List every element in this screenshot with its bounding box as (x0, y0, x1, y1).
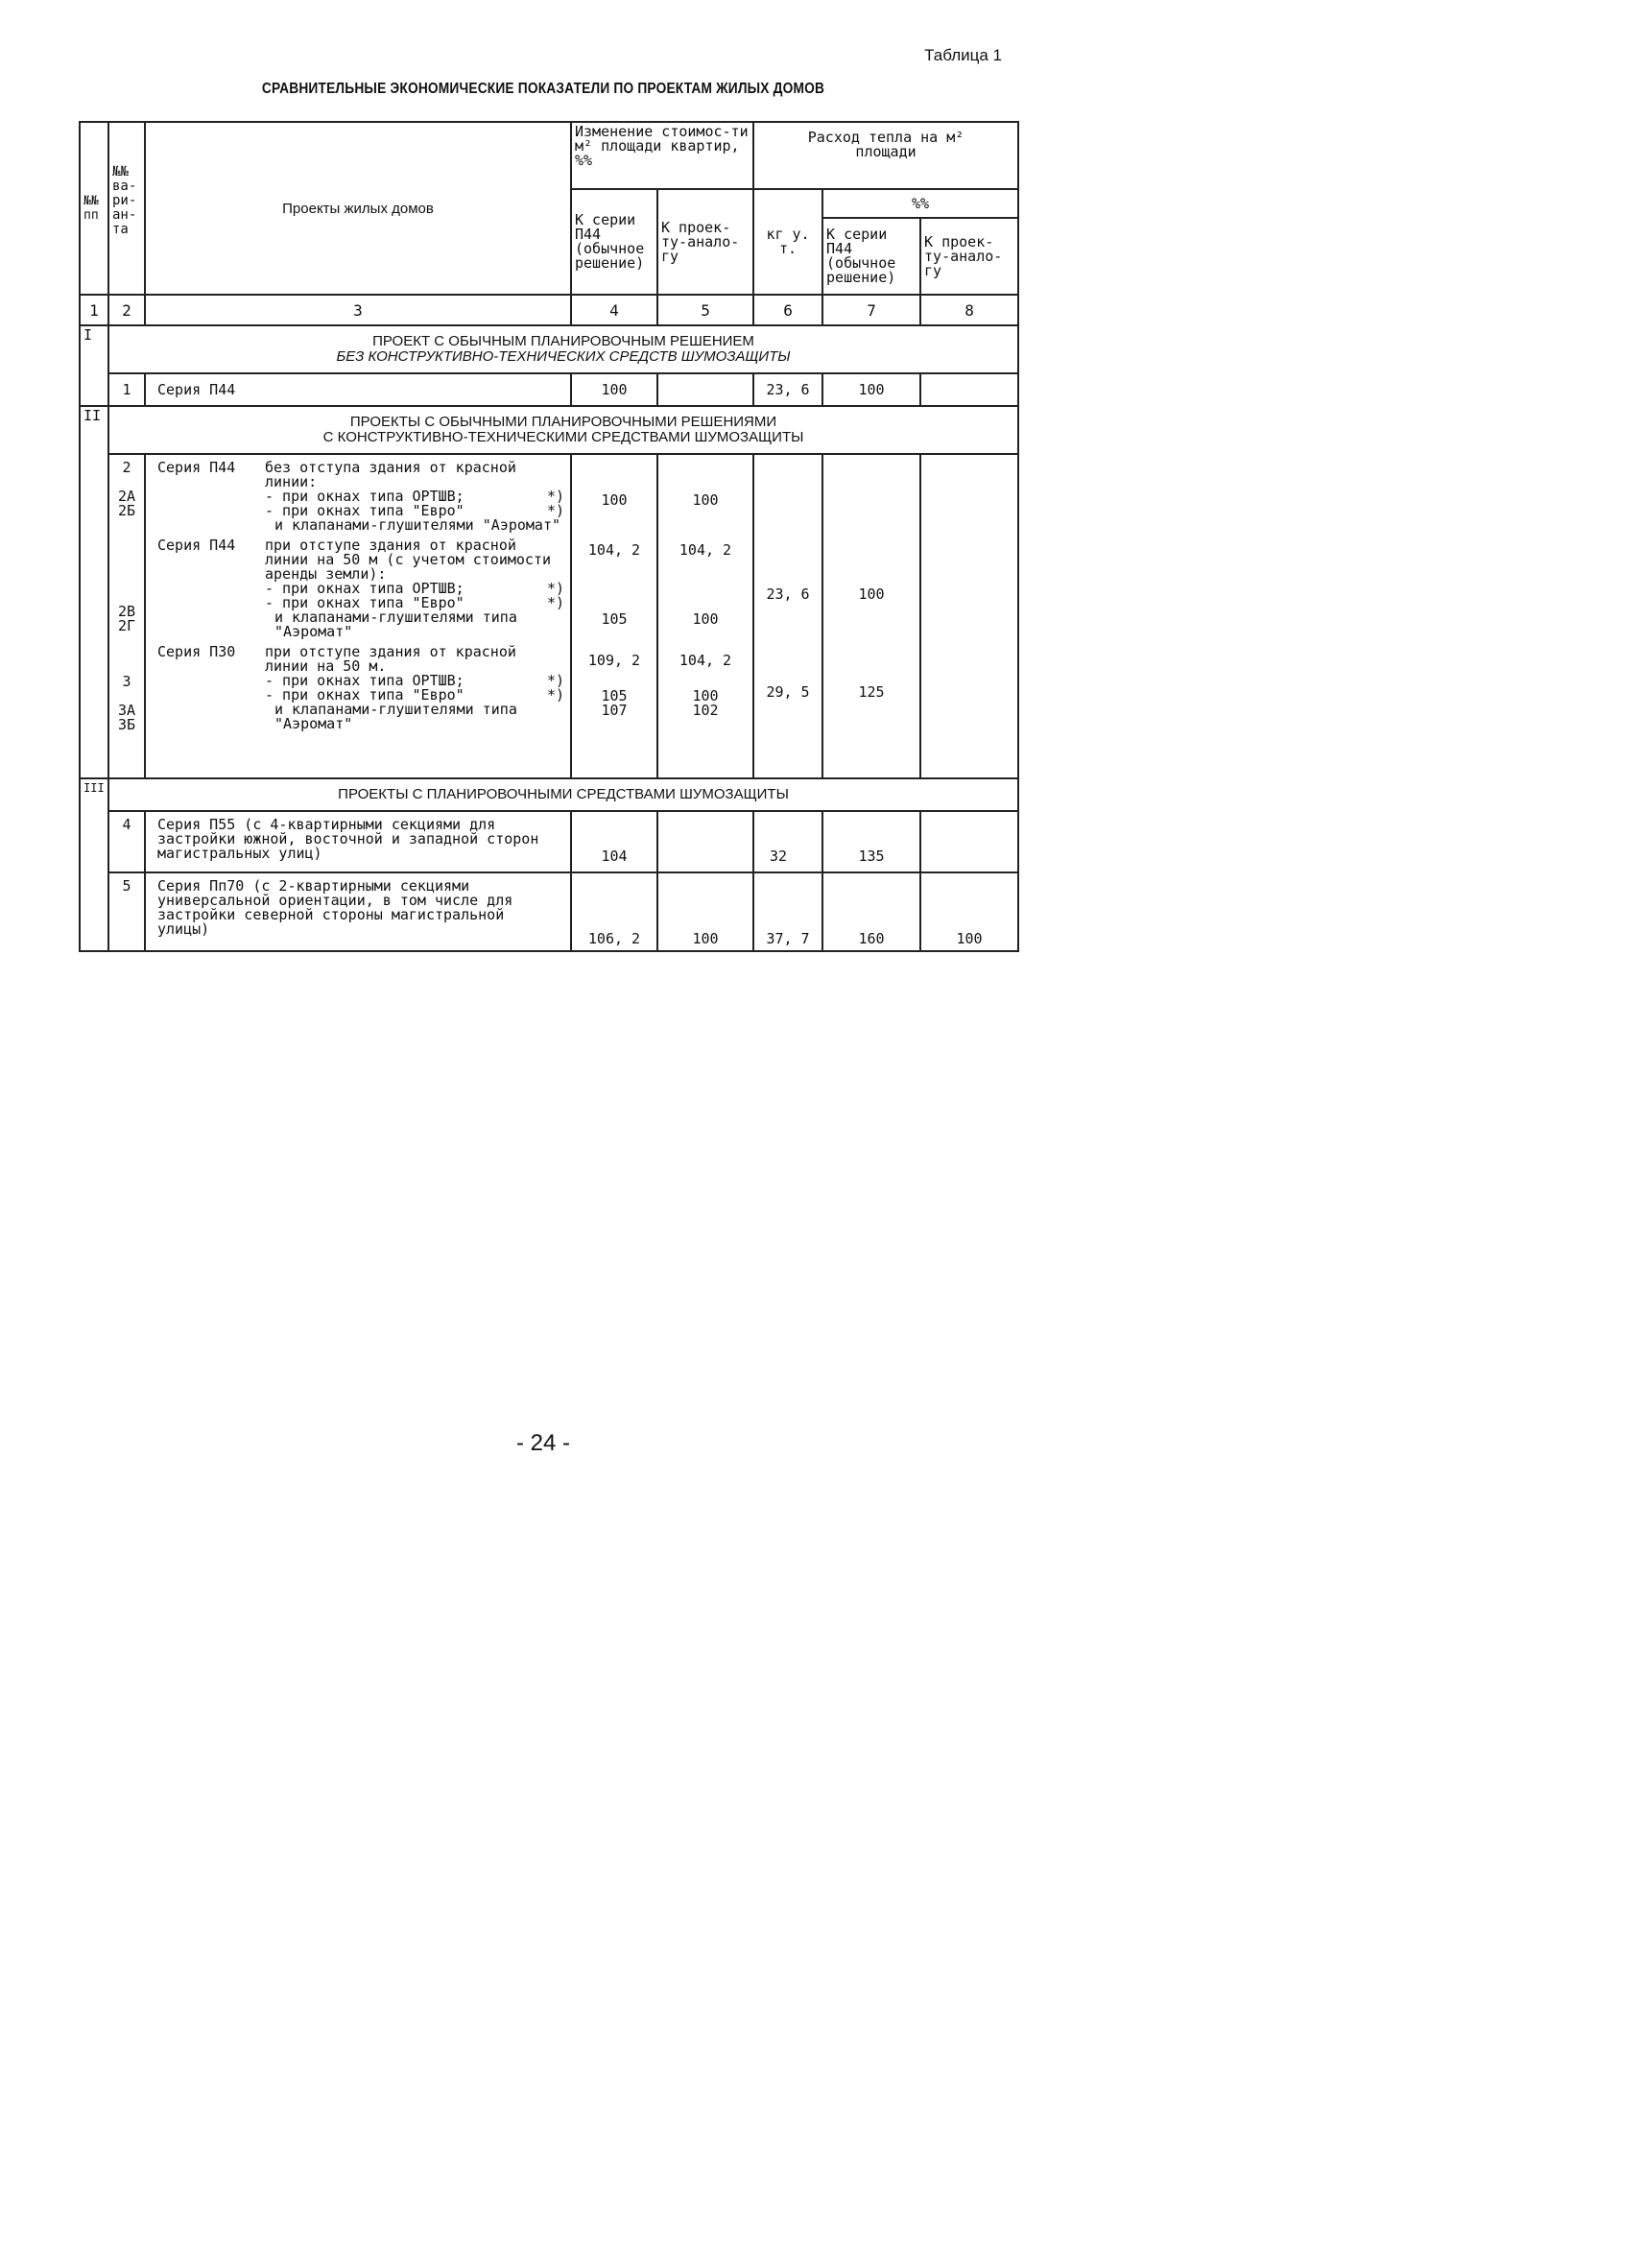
desc-2v-intro: при отступе здания от красной линии на 50 м (с учетом стоимости аренды земли): (265, 537, 552, 583)
desc-2g: - при окнах типа "Евро" *) (265, 594, 564, 611)
section-2-heat-kg (753, 454, 822, 778)
row-4-heat-kg: 32 (753, 811, 822, 872)
colnum-8: 8 (920, 295, 1018, 325)
variant-3: 3 (122, 673, 131, 690)
row-4-variant: 4 (108, 811, 145, 872)
desc-3c: и клапанами-глушителями типа "Аэромат" (274, 701, 517, 732)
row-5-name: Серия Пп70 (с 2-квартирными секциями универсальной ориентации, в том числе для застройки северной стороны магистральной улицы) (145, 872, 571, 951)
header-cost-analog: К проек-ту-анало-гу (657, 189, 753, 295)
desc-3b: - при окнах типа "Евро" *) (265, 686, 564, 704)
desc-2a: - при окнах типа ОРТШВ; *) (265, 488, 564, 505)
header-heat-p44: К серии П44 (обычное решение) (822, 218, 920, 295)
row-1-heat-p44: 100 (822, 373, 920, 406)
row-1-cost-analog (657, 373, 753, 406)
table-title: СРАВНИТЕЛЬНЫЕ ЭКОНОМИЧЕСКИЕ ПОКАЗАТЕЛИ ПО ПРОЕКТАМ ЖИЛЫХ ДОМОВ (261, 81, 825, 97)
desc-3a: - при окнах типа ОРТШВ; *) (265, 672, 564, 689)
variant-2b: 2Б (117, 502, 136, 519)
header-heat-analog: К проек-ту-анало-гу (920, 218, 1018, 295)
section-2-line1: ПРОЕКТЫ С ОБЫЧНЫМИ ПЛАНИРОВОЧНЫМИ РЕШЕНИЯМИ (349, 414, 777, 430)
cost-analog-2v: 100 (692, 610, 719, 628)
section-1-line2: БЕЗ КОНСТРУКТИВНО-ТЕХНИЧЕСКИХ СРЕДСТВ ШУМОЗАЩИТЫ (336, 348, 791, 365)
desc-2c: и клапанами-глушителями "Аэромат" (274, 516, 561, 534)
series-p44-a: Серия П44 (157, 459, 236, 476)
section-2-heat-analog (920, 454, 1018, 778)
colnum-3: 3 (145, 295, 571, 325)
header-pp: №№ пп (80, 122, 108, 295)
colnum-5: 5 (657, 295, 753, 325)
variant-2: 2 (122, 459, 131, 476)
row-4-cost-analog (657, 811, 753, 872)
cost-analog-2a: 100 (692, 491, 719, 509)
heat-p44-2: 100 (858, 585, 885, 603)
row-5-variant: 5 (108, 872, 145, 951)
row-1-heat-kg: 23, 6 (753, 373, 822, 406)
section-1-number: I (80, 325, 108, 406)
header-heat-kg: кг у. т. (753, 189, 822, 295)
colnum-7: 7 (822, 295, 920, 325)
section-1-line1: ПРОЕКТ С ОБЫЧНЫМ ПЛАНИРОВОЧНЫМ РЕШЕНИЕМ (372, 333, 754, 349)
cost-p44-3b: 107 (601, 702, 628, 719)
row-1-cost-p44: 100 (571, 373, 657, 406)
heat-p44-3: 125 (858, 683, 885, 701)
section-2-number: II (80, 406, 108, 778)
row-4-cost-p44: 104 (571, 811, 657, 872)
cost-p44-3a: 105 (601, 687, 628, 704)
row-1-variant: 1 (108, 373, 145, 406)
cost-p44-2v: 105 (601, 610, 628, 628)
header-projects: Проекты жилых домов (145, 122, 571, 295)
table-number: Таблица 1 (924, 46, 1002, 64)
heat-kg-3: 29, 5 (766, 683, 810, 701)
variant-2a: 2А (117, 488, 136, 505)
row-4-name: Серия П55 (с 4-квартирными секциями для застройки южной, восточной и западной сторон магистральных улиц) (145, 811, 571, 872)
section-2-cost-analog (657, 454, 753, 778)
cost-p44-2a: 100 (601, 491, 628, 509)
colnum-1: 1 (80, 295, 108, 325)
series-p30: Серия П30 (157, 643, 236, 660)
cost-p44-2b: 104, 2 (587, 541, 641, 559)
row-1-heat-analog (920, 373, 1018, 406)
section-2-cost-p44 (571, 454, 657, 778)
variant-2v: 2В (117, 603, 136, 620)
comparison-table (79, 121, 1019, 952)
section-2-heat-p44 (822, 454, 920, 778)
page-number: - 24 - (515, 1430, 570, 1456)
row-5-heat-kg: 37, 7 (753, 872, 822, 951)
heat-kg-2: 23, 6 (766, 585, 810, 603)
header-variant: №№ ва-ри-ан-та (108, 122, 145, 295)
row-5-heat-p44: 160 (822, 872, 920, 951)
section-3-heading (108, 778, 1018, 811)
colnum-2: 2 (108, 295, 145, 325)
cost-p44-2g: 109, 2 (587, 652, 641, 669)
row-4-heat-analog (920, 811, 1018, 872)
variant-3a: 3А (117, 702, 136, 719)
section-2-heading (108, 406, 1018, 454)
colnum-4: 4 (571, 295, 657, 325)
section-2-variants (108, 454, 145, 778)
cost-analog-3a: 100 (692, 687, 719, 704)
row-5-cost-analog: 100 (657, 872, 753, 951)
variant-2g: 2Г (117, 617, 136, 634)
row-4-heat-p44: 135 (822, 811, 920, 872)
desc-3: при отступе здания от красной линии на 50 м. (265, 643, 516, 675)
desc-2g-c: и клапанами-глушителями типа "Аэромат" (274, 609, 517, 640)
section-1-heading (108, 325, 1018, 373)
cost-analog-3b: 102 (692, 702, 719, 719)
variant-3b: 3Б (117, 716, 136, 733)
section-2-descriptions (145, 454, 571, 778)
header-heat: Расход тепла на м² площади (753, 122, 1018, 189)
desc-2v: - при окнах типа ОРТШВ; *) (265, 580, 564, 597)
section-3-number: III (80, 778, 108, 951)
cost-analog-2b: 104, 2 (679, 541, 732, 559)
desc-2b: - при окнах типа "Евро" *) (265, 502, 564, 519)
row-5-heat-analog: 100 (920, 872, 1018, 951)
section-2-line2: С КОНСТРУКТИВНО-ТЕХНИЧЕСКИМИ СРЕДСТВАМИ ШУМОЗАЩИТЫ (322, 429, 804, 445)
section-3-line1: ПРОЕКТЫ С ПЛАНИРОВОЧНЫМИ СРЕДСТВАМИ ШУМОЗАЩИТЫ (338, 786, 789, 802)
header-heat-pct: %% (822, 189, 1018, 218)
series-p44-b: Серия П44 (157, 537, 236, 554)
desc-2: без отступа здания от красной линии: (265, 459, 516, 490)
header-cost-p44: К серии П44 (обычное решение) (571, 189, 657, 295)
header-cost-change: Изменение стоимос-ти м² площади квартир, %% (571, 122, 753, 189)
cost-analog-2g: 104, 2 (679, 652, 732, 669)
colnum-6: 6 (753, 295, 822, 325)
row-1-name: Серия П44 (145, 373, 571, 406)
row-5-cost-p44: 106, 2 (571, 872, 657, 951)
